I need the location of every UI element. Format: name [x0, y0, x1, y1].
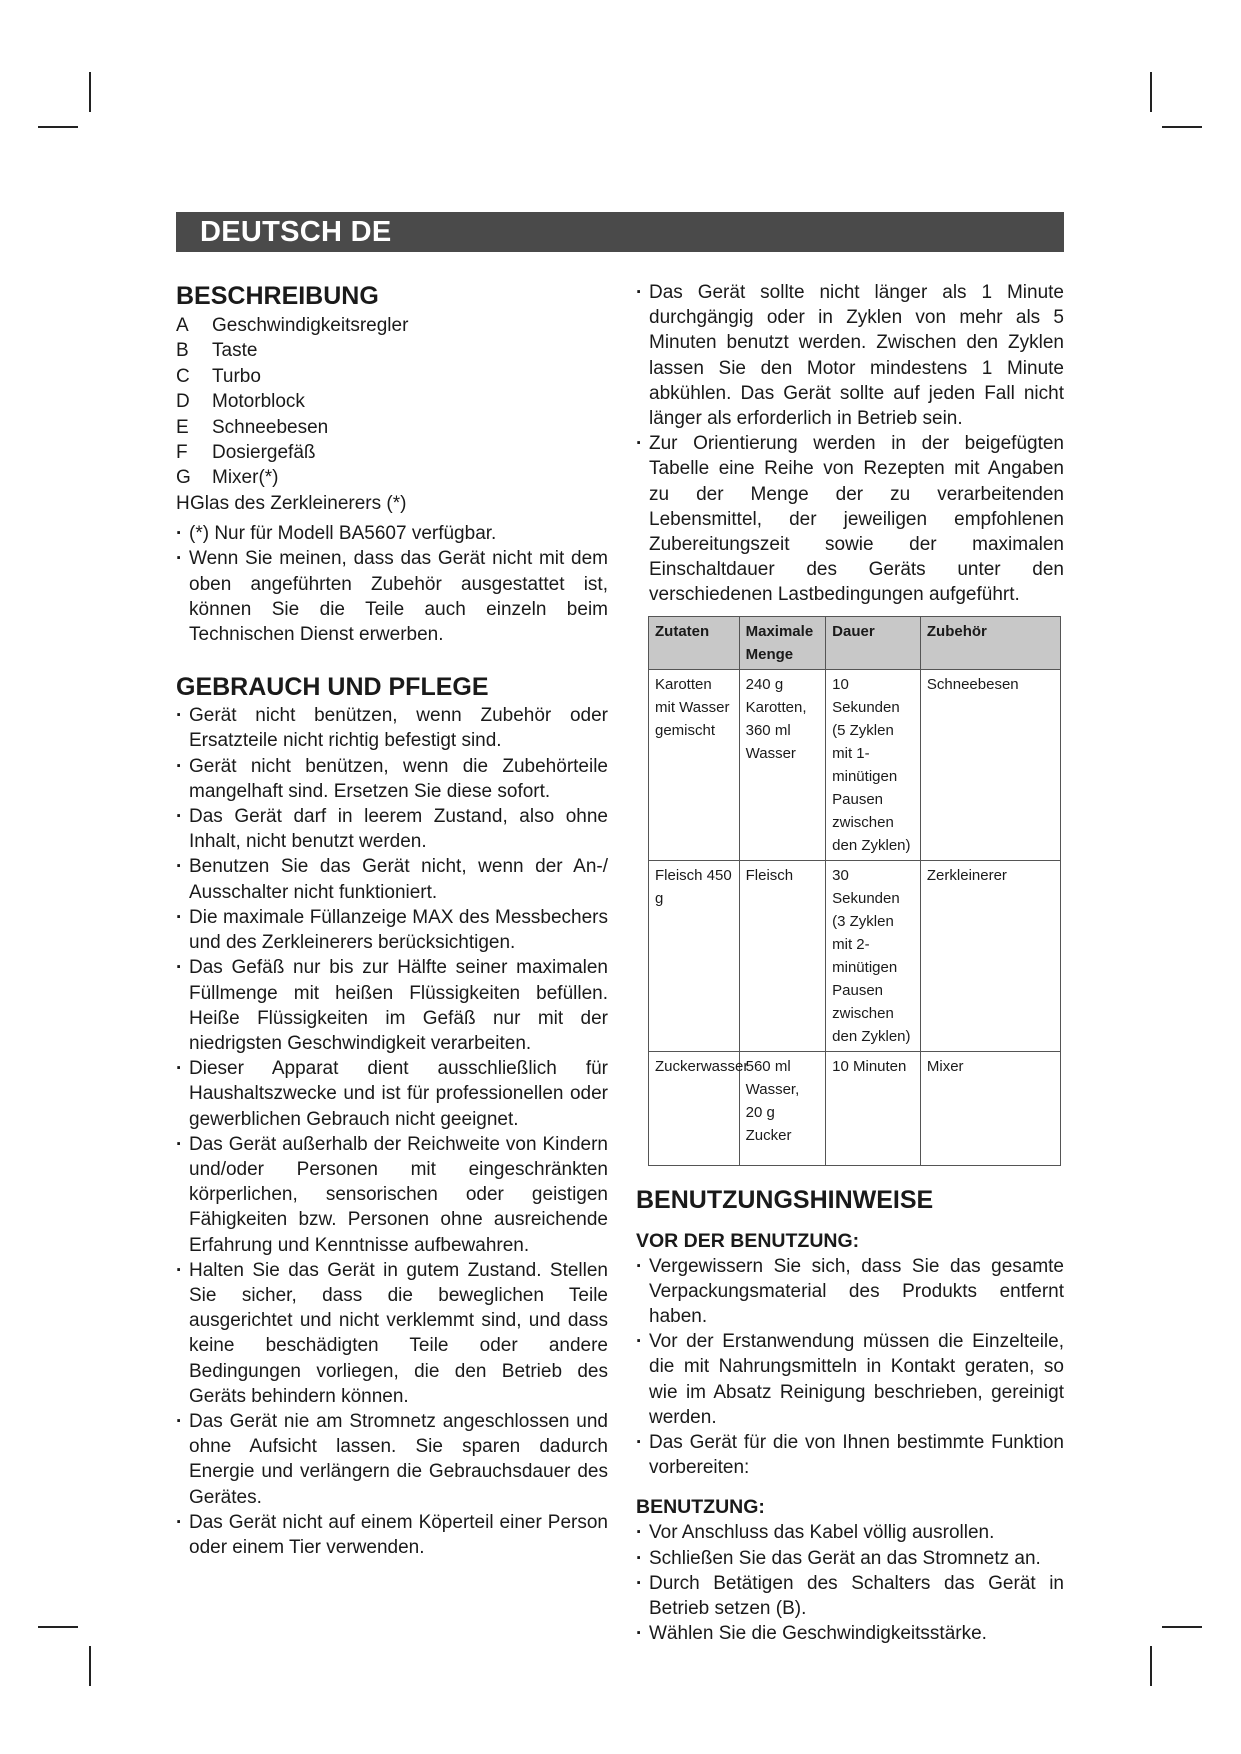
list-item: · Das Gerät darf in leerem Zustand, also ohne Inhalt, nicht benutzt werden. [176, 804, 608, 854]
list-item: · Das Gerät außerhalb der Reichweite von Kindern und/oder Personen mit eingeschränkten körperlichen, sensorischen oder geistigen Fähigkeiten bzw. Personen ohne ausreichende Erfahrung und Kenntnisse aufbewahren. [176, 1132, 608, 1258]
usage-notes-heading: BENUTZUNGSHINWEISE [636, 1185, 934, 1214]
part-letter: B [176, 340, 189, 362]
crop-mark-top-left-h [38, 126, 78, 128]
part-label: Turbo [212, 365, 261, 387]
list-item: · Das Gerät sollte nicht länger als 1 Minute durchgängig oder in Zyklen von mehr als 5 Minuten benutzt werden. Zwischen den Zyklen lassen Sie den Motor mindestens 1 Minute abkühlen. Das Gerät sollte auf jeden Fall nicht länger als erforderlich in Betrieb sein. [636, 280, 1064, 431]
part-item [176, 338, 608, 363]
crop-mark-bottom-right [1150, 1646, 1152, 1686]
part-item [176, 415, 608, 440]
note-item: · Wenn Sie meinen, dass das Gerät nicht mit dem oben angeführten Zubehör ausgestattet ist, können Sie die Teile auch einzeln beim Technischen Dienst erwerben. [176, 546, 608, 647]
table-row [649, 669, 1061, 860]
table-cell: Karotten mit Wasser gemischt [649, 669, 740, 860]
part-label: Glas des Zerkleinerers (*) [190, 492, 407, 514]
crop-mark-bottom-left-h [38, 1626, 78, 1628]
part-label: Dosiergefäß [212, 442, 316, 464]
table-row [649, 860, 1061, 1051]
table-header: Maximale Menge [739, 616, 826, 669]
table-cell: 10 Sekunden (5 Zyklen mit 1-minütigen Pausen zwischen den Zyklen) [826, 669, 921, 860]
part-label: Mixer(*) [212, 467, 279, 489]
part-item [176, 313, 608, 338]
part-letter: E [176, 416, 189, 438]
crop-mark-bottom-left [89, 1646, 91, 1686]
use-care-heading: GEBRAUCH UND PFLEGE [176, 673, 489, 702]
list-item: · Vergewissern Sie sich, dass Sie das gesamte Verpackungsmaterial des Produkts entfernt haben. [636, 1254, 1064, 1330]
recipe-table [648, 616, 1061, 1166]
part-label: Taste [212, 340, 258, 362]
table-cell: Mixer [920, 1051, 1060, 1165]
part-letter: H [176, 492, 190, 514]
list-item: · Die maximale Füllanzeige MAX des Messbechers und des Zerkleinerers berücksichtigen. [176, 905, 608, 955]
list-item: · Durch Betätigen des Schalters das Gerät in Betrieb setzen (B). [636, 1571, 1064, 1621]
part-letter: F [176, 442, 188, 464]
crop-mark-bottom-right-h [1162, 1626, 1202, 1628]
list-item: · Dieser Apparat dient ausschließlich für Haushaltszwecke und ist für professionellen oder gewerblichen Gebrauch nicht geeignet. [176, 1056, 608, 1132]
part-item [176, 364, 608, 389]
crop-mark-top-left [89, 72, 91, 112]
table-header: Dauer [826, 616, 921, 669]
part-label: Geschwindigkeitsregler [212, 315, 409, 336]
table-cell: 560 ml Wasser, 20 g Zucker [739, 1051, 826, 1165]
description-notes [176, 521, 608, 647]
part-label: Motorblock [212, 391, 305, 413]
table-cell: Schneebesen [920, 669, 1060, 860]
crop-mark-top-right-h [1162, 126, 1202, 128]
list-item: · Benutzen Sie das Gerät nicht, wenn der An-/ Ausschalter nicht funktioniert. [176, 854, 608, 904]
part-item [176, 389, 608, 414]
list-item: · Das Gefäß nur bis zur Hälfte seiner maximalen Füllmenge mit heißen Flüssigkeiten befüllen. Heiße Flüssigkeiten im Gefäß nur mit der niedrigsten Geschwindigkeit verarbeiten. [176, 955, 608, 1056]
table-cell: 240 g Karotten, 360 ml Wasser [739, 669, 826, 860]
left-column [176, 280, 608, 1560]
list-item: · Vor der Erstanwendung müssen die Einzelteile, die mit Nahrungsmitteln in Kontakt geraten, so wie im Absatz Reinigung beschrieben, gereinigt werden. [636, 1329, 1064, 1430]
note-item: · (*) Nur für Modell BA5607 verfügbar. [176, 521, 608, 546]
table-cell: 10 Minuten [826, 1051, 921, 1165]
table-header-row [649, 616, 1061, 669]
list-item: · Gerät nicht benützen, wenn die Zubehörteile mangelhaft sind. Ersetzen Sie diese sofort. [176, 754, 608, 804]
list-item: · Wählen Sie die Geschwindigkeitsstärke. [636, 1621, 1064, 1646]
right-column [636, 280, 1064, 1646]
list-item: · Vor Anschluss das Kabel völlig ausrollen. [636, 1520, 1064, 1545]
part-letter: A [176, 315, 189, 336]
list-item: · Gerät nicht benützen, wenn Zubehör oder Ersatzteile nicht richtig befestigt sind. [176, 703, 608, 753]
part-letter: G [176, 467, 191, 489]
list-item: · Schließen Sie das Gerät an das Stromnetz an. [636, 1546, 1064, 1571]
usage-heading: BENUTZUNG: [636, 1496, 765, 1519]
usage-list [636, 1520, 1064, 1646]
list-item: · Das Gerät nie am Stromnetz angeschlossen und ohne Aufsicht lassen. Sie sparen dadurch Energie und verlängern die Gebrauchsdauer des Gerätes. [176, 1409, 608, 1510]
before-use-list [636, 1254, 1064, 1481]
description-heading: BESCHREIBUNG [176, 282, 379, 310]
parts-list [176, 313, 608, 516]
language-header: DEUTSCH DE [176, 212, 1064, 252]
table-cell: 30 Sekunden (3 Zyklen mit 2-minütigen Pausen zwischen den Zyklen) [826, 860, 921, 1051]
table-header: Zutaten [649, 616, 740, 669]
table-cell: Fleisch 450 g [649, 860, 740, 1051]
list-item: · Das Gerät für die von Ihnen bestimmte Funktion vorbereiten: [636, 1430, 1064, 1480]
part-item [176, 440, 608, 465]
table-row [649, 1051, 1061, 1165]
use-care-list [176, 703, 608, 1560]
before-use-heading: VOR DER BENUTZUNG: [636, 1229, 860, 1252]
part-item [176, 465, 608, 490]
table-header: Zubehör [920, 616, 1060, 669]
table-cell: Zerkleinerer [920, 860, 1060, 1051]
list-item: · Zur Orientierung werden in der beigefügten Tabelle eine Reihe von Rezepten mit Angaben zu der Menge der zu verarbeitenden Lebensmittel, der jeweiligen empfohlenen Zubereitungszeit sowie der maximalen Einschaltdauer des Geräts unter den verschiedenen Lastbedingungen aufgeführt. [636, 431, 1064, 607]
use-care-continued [636, 280, 1064, 608]
part-item [176, 491, 608, 516]
list-item: · Halten Sie das Gerät in gutem Zustand. Stellen Sie sicher, dass die beweglichen Teile ausgerichtet und nicht verklemmt sind, und dass keine beschädigten Teile oder andere Bedingungen vorliegen, die den Betrieb des Geräts behindern können. [176, 1258, 608, 1409]
list-item: · Das Gerät nicht auf einem Köperteil einer Person oder einem Tier verwenden. [176, 1510, 608, 1560]
section-spacer [176, 647, 608, 671]
part-letter: D [176, 391, 190, 413]
part-label: Schneebesen [212, 416, 329, 438]
part-letter: C [176, 365, 190, 387]
table-cell: Fleisch [739, 860, 826, 1051]
table-cell: Zuckerwasser [649, 1051, 740, 1165]
crop-mark-top-right [1150, 72, 1152, 112]
